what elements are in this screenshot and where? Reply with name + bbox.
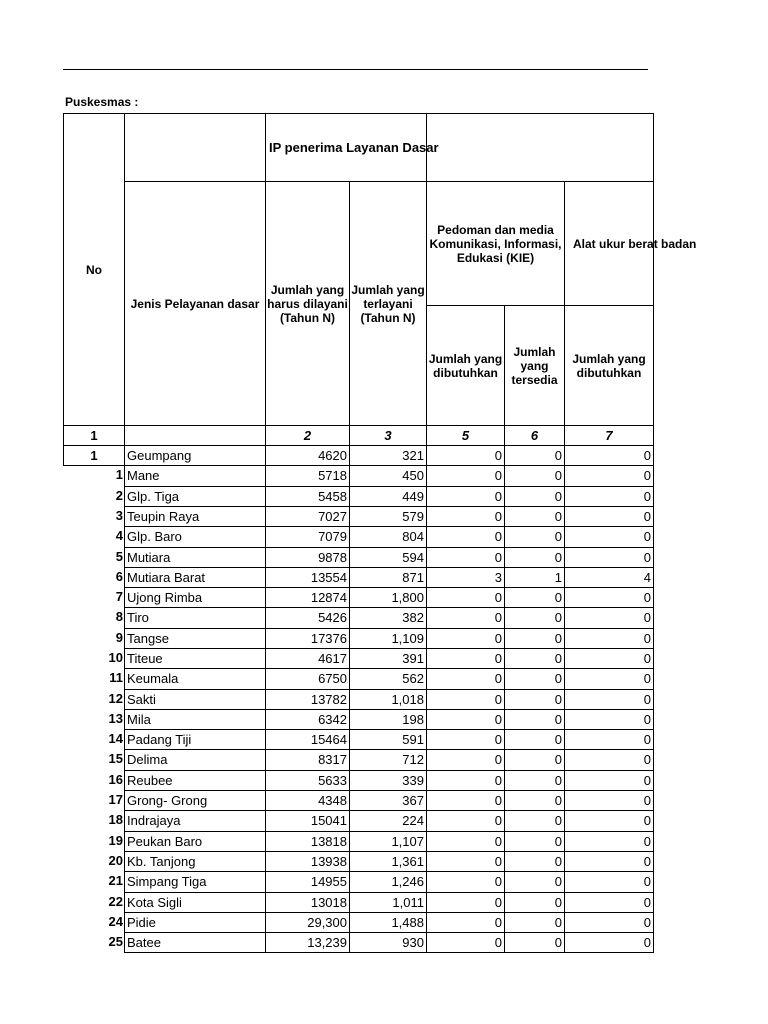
row-terlayani: 712 bbox=[349, 749, 427, 771]
row-no: 6 bbox=[115, 569, 123, 584]
row-harus-dilayani: 7027 bbox=[265, 506, 350, 527]
row-name: Tiro bbox=[124, 607, 266, 629]
row-terlayani: 591 bbox=[349, 729, 427, 750]
row-kie-dibutuhkan: 3 bbox=[426, 567, 505, 588]
row-no: 10 bbox=[108, 650, 123, 665]
row-kie-dibutuhkan: 0 bbox=[426, 689, 505, 710]
header-no: No bbox=[63, 113, 125, 426]
row-name: Indrajaya bbox=[124, 810, 266, 832]
row-alat-dibutuhkan: 0 bbox=[564, 831, 654, 852]
row-name: Kb. Tanjong bbox=[124, 851, 266, 872]
row-kie-dibutuhkan: 0 bbox=[426, 648, 505, 669]
row-kie-dibutuhkan: 0 bbox=[426, 749, 505, 771]
row-kie-tersedia: 0 bbox=[504, 912, 565, 933]
colnum-6: 6 bbox=[504, 425, 565, 446]
header-kie-group: Pedoman dan media Komunikasi, Informasi, Edukasi (KIE) bbox=[426, 181, 565, 306]
colnum-no: 1 bbox=[63, 425, 125, 446]
row-kie-dibutuhkan: 0 bbox=[426, 628, 505, 649]
row-name: Titeue bbox=[124, 648, 266, 669]
row-alat-dibutuhkan: 0 bbox=[564, 851, 654, 872]
row-kie-tersedia: 0 bbox=[504, 790, 565, 811]
row-harus-dilayani: 13554 bbox=[265, 567, 350, 588]
row-alat-dibutuhkan: 0 bbox=[564, 648, 654, 669]
row-kie-dibutuhkan: 0 bbox=[426, 810, 505, 832]
row-no: 20 bbox=[108, 853, 123, 868]
row-no: 1 bbox=[115, 467, 123, 482]
row-kie-dibutuhkan: 0 bbox=[426, 790, 505, 811]
row-kie-dibutuhkan: 0 bbox=[426, 871, 505, 893]
row-name: Keumala bbox=[124, 668, 266, 690]
row-alat-dibutuhkan: 0 bbox=[564, 729, 654, 750]
row-kie-tersedia: 0 bbox=[504, 648, 565, 669]
row-kie-dibutuhkan: 0 bbox=[426, 770, 505, 791]
row-no: 22 bbox=[108, 894, 123, 909]
row-no: 16 bbox=[108, 772, 123, 787]
row-alat-dibutuhkan: 0 bbox=[564, 587, 654, 608]
row-no: 5 bbox=[115, 549, 123, 564]
row-alat-dibutuhkan: 0 bbox=[564, 547, 654, 568]
colnum-2: 2 bbox=[265, 425, 350, 446]
row-kie-dibutuhkan: 0 bbox=[426, 486, 505, 507]
row-harus-dilayani: 9878 bbox=[265, 547, 350, 568]
row-harus-dilayani: 13818 bbox=[265, 831, 350, 852]
row-kie-tersedia: 0 bbox=[504, 709, 565, 730]
row-kie-dibutuhkan: 0 bbox=[426, 506, 505, 527]
row-name: Glp. Tiga bbox=[124, 486, 266, 507]
row-kie-dibutuhkan: 0 bbox=[426, 607, 505, 629]
colnum-3: 3 bbox=[349, 425, 427, 446]
row-terlayani: 198 bbox=[349, 709, 427, 730]
row-alat-dibutuhkan: 0 bbox=[564, 790, 654, 811]
header-jenis-pelayanan: Jenis Pelayanan dasar bbox=[124, 181, 266, 426]
row-kie-dibutuhkan: 0 bbox=[426, 547, 505, 568]
row-kie-dibutuhkan: 0 bbox=[426, 912, 505, 933]
row-kie-dibutuhkan: 0 bbox=[426, 729, 505, 750]
row-kie-tersedia: 0 bbox=[504, 770, 565, 791]
row-harus-dilayani: 13938 bbox=[265, 851, 350, 872]
row-harus-dilayani: 4617 bbox=[265, 648, 350, 669]
row-name: Pidie bbox=[124, 912, 266, 933]
row-kie-tersedia: 0 bbox=[504, 851, 565, 872]
row-harus-dilayani: 15041 bbox=[265, 810, 350, 832]
row-kie-dibutuhkan: 0 bbox=[426, 709, 505, 730]
row-kie-dibutuhkan: 0 bbox=[426, 831, 505, 852]
row-name: Teupin Raya bbox=[124, 506, 266, 527]
row-name: Mutiara Barat bbox=[124, 567, 266, 588]
row-alat-dibutuhkan: 0 bbox=[564, 668, 654, 690]
row-kie-tersedia: 0 bbox=[504, 526, 565, 548]
row-name: Grong- Grong bbox=[124, 790, 266, 811]
row-alat-dibutuhkan: 0 bbox=[564, 628, 654, 649]
puskesmas-label: Puskesmas : bbox=[65, 95, 139, 109]
row-name: Peukan Baro bbox=[124, 831, 266, 852]
row-name: Mane bbox=[124, 465, 266, 487]
top-rule bbox=[63, 69, 648, 70]
row-harus-dilayani: 6750 bbox=[265, 668, 350, 690]
row-no: 3 bbox=[115, 508, 123, 523]
row-harus-dilayani: 4348 bbox=[265, 790, 350, 811]
row-kie-tersedia: 0 bbox=[504, 831, 565, 852]
row-name: Ujong Rimba bbox=[124, 587, 266, 608]
row-no: 1 bbox=[63, 445, 125, 466]
row-kie-tersedia: 0 bbox=[504, 547, 565, 568]
row-kie-tersedia: 0 bbox=[504, 749, 565, 771]
row-harus-dilayani: 8317 bbox=[265, 749, 350, 771]
row-kie-tersedia: 0 bbox=[504, 445, 565, 466]
row-terlayani: 1,800 bbox=[349, 587, 427, 608]
row-terlayani: 224 bbox=[349, 810, 427, 832]
row-kie-tersedia: 0 bbox=[504, 486, 565, 507]
row-kie-tersedia: 0 bbox=[504, 587, 565, 608]
row-harus-dilayani: 6342 bbox=[265, 709, 350, 730]
row-alat-dibutuhkan: 0 bbox=[564, 689, 654, 710]
row-terlayani: 930 bbox=[349, 932, 427, 953]
row-kie-dibutuhkan: 0 bbox=[426, 892, 505, 913]
row-harus-dilayani: 13782 bbox=[265, 689, 350, 710]
row-terlayani: 871 bbox=[349, 567, 427, 588]
row-harus-dilayani: 5458 bbox=[265, 486, 350, 507]
header-terlayani: Jumlah yang terlayani (Tahun N) bbox=[349, 181, 427, 426]
row-no: 15 bbox=[108, 751, 123, 766]
row-terlayani: 594 bbox=[349, 547, 427, 568]
row-alat-dibutuhkan: 0 bbox=[564, 709, 654, 730]
row-alat-dibutuhkan: 0 bbox=[564, 465, 654, 487]
row-alat-dibutuhkan: 0 bbox=[564, 749, 654, 771]
row-name: Simpang Tiga bbox=[124, 871, 266, 893]
row-no: 17 bbox=[108, 792, 123, 807]
row-terlayani: 1,018 bbox=[349, 689, 427, 710]
row-terlayani: 367 bbox=[349, 790, 427, 811]
row-alat-dibutuhkan: 0 bbox=[564, 932, 654, 953]
row-alat-dibutuhkan: 0 bbox=[564, 526, 654, 548]
row-terlayani: 321 bbox=[349, 445, 427, 466]
colnum-blank bbox=[124, 425, 266, 446]
row-alat-dibutuhkan: 0 bbox=[564, 445, 654, 466]
header-blank-top bbox=[124, 113, 266, 182]
row-kie-tersedia: 0 bbox=[504, 506, 565, 527]
colnum-7: 7 bbox=[564, 425, 654, 446]
row-no: 7 bbox=[115, 589, 123, 604]
header-alat-ukur: Alat ukur berat badan bbox=[564, 181, 654, 306]
row-no: 4 bbox=[115, 528, 123, 543]
row-harus-dilayani: 5426 bbox=[265, 607, 350, 629]
row-alat-dibutuhkan: 0 bbox=[564, 506, 654, 527]
row-no: 9 bbox=[115, 630, 123, 645]
row-terlayani: 1,361 bbox=[349, 851, 427, 872]
header-alat-dibutuhkan: Jumlah yang dibutuhkan bbox=[564, 305, 654, 426]
row-kie-dibutuhkan: 0 bbox=[426, 587, 505, 608]
row-kie-tersedia: 0 bbox=[504, 689, 565, 710]
row-kie-tersedia: 0 bbox=[504, 892, 565, 913]
row-terlayani: 1,246 bbox=[349, 871, 427, 893]
row-name: Batee bbox=[124, 932, 266, 953]
header-blank-right-top bbox=[426, 113, 654, 182]
colnum-5: 5 bbox=[426, 425, 505, 446]
row-terlayani: 339 bbox=[349, 770, 427, 791]
row-harus-dilayani: 12874 bbox=[265, 587, 350, 608]
row-terlayani: 562 bbox=[349, 668, 427, 690]
row-terlayani: 1,107 bbox=[349, 831, 427, 852]
row-alat-dibutuhkan: 0 bbox=[564, 892, 654, 913]
row-terlayani: 391 bbox=[349, 648, 427, 669]
row-no: 8 bbox=[115, 609, 123, 624]
row-kie-dibutuhkan: 0 bbox=[426, 668, 505, 690]
row-no: 2 bbox=[115, 488, 123, 503]
header-ip-penerima: IP penerima Layanan Dasar bbox=[265, 113, 427, 182]
row-no: 25 bbox=[108, 934, 123, 949]
row-kie-tersedia: 0 bbox=[504, 810, 565, 832]
row-no: 24 bbox=[108, 914, 123, 929]
row-alat-dibutuhkan: 0 bbox=[564, 770, 654, 791]
row-alat-dibutuhkan: 0 bbox=[564, 810, 654, 832]
row-terlayani: 1,011 bbox=[349, 892, 427, 913]
row-harus-dilayani: 7079 bbox=[265, 526, 350, 548]
row-harus-dilayani: 5633 bbox=[265, 770, 350, 791]
row-kie-tersedia: 0 bbox=[504, 729, 565, 750]
row-no: 12 bbox=[108, 691, 123, 706]
row-kie-tersedia: 0 bbox=[504, 628, 565, 649]
row-kie-tersedia: 0 bbox=[504, 465, 565, 487]
row-alat-dibutuhkan: 0 bbox=[564, 912, 654, 933]
row-name: Mila bbox=[124, 709, 266, 730]
row-harus-dilayani: 5718 bbox=[265, 465, 350, 487]
spreadsheet-table bbox=[63, 113, 697, 956]
row-kie-tersedia: 0 bbox=[504, 668, 565, 690]
row-name: Delima bbox=[124, 749, 266, 771]
row-name: Glp. Baro bbox=[124, 526, 266, 548]
row-name: Reubee bbox=[124, 770, 266, 791]
header-kie-tersedia: Jumlah yang tersedia bbox=[504, 305, 565, 426]
row-no: 13 bbox=[108, 711, 123, 726]
row-harus-dilayani: 4620 bbox=[265, 445, 350, 466]
row-kie-dibutuhkan: 0 bbox=[426, 445, 505, 466]
row-harus-dilayani: 13018 bbox=[265, 892, 350, 913]
row-kie-tersedia: 0 bbox=[504, 932, 565, 953]
row-harus-dilayani: 13,239 bbox=[265, 932, 350, 953]
row-no: 19 bbox=[108, 833, 123, 848]
row-harus-dilayani: 14955 bbox=[265, 871, 350, 893]
row-terlayani: 450 bbox=[349, 465, 427, 487]
row-no: 18 bbox=[108, 812, 123, 827]
row-terlayani: 804 bbox=[349, 526, 427, 548]
header-harus-dilayani: Jumlah yang harus dilayani (Tahun N) bbox=[265, 181, 350, 426]
row-kie-dibutuhkan: 0 bbox=[426, 526, 505, 548]
row-kie-tersedia: 1 bbox=[504, 567, 565, 588]
row-kie-dibutuhkan: 0 bbox=[426, 851, 505, 872]
row-alat-dibutuhkan: 0 bbox=[564, 607, 654, 629]
row-kie-tersedia: 0 bbox=[504, 607, 565, 629]
row-harus-dilayani: 17376 bbox=[265, 628, 350, 649]
row-name: Mutiara bbox=[124, 547, 266, 568]
row-terlayani: 449 bbox=[349, 486, 427, 507]
row-name: Geumpang bbox=[124, 445, 266, 466]
row-alat-dibutuhkan: 0 bbox=[564, 486, 654, 507]
row-alat-dibutuhkan: 0 bbox=[564, 871, 654, 893]
row-kie-tersedia: 0 bbox=[504, 871, 565, 893]
row-terlayani: 1,109 bbox=[349, 628, 427, 649]
row-no: 21 bbox=[108, 873, 123, 888]
header-kie-dibutuhkan: Jumlah yang dibutuhkan bbox=[426, 305, 505, 426]
row-name: Kota Sigli bbox=[124, 892, 266, 913]
row-terlayani: 382 bbox=[349, 607, 427, 629]
row-no: 11 bbox=[109, 670, 123, 685]
row-no: 14 bbox=[108, 731, 123, 746]
row-kie-dibutuhkan: 0 bbox=[426, 465, 505, 487]
row-terlayani: 1,488 bbox=[349, 912, 427, 933]
row-name: Tangse bbox=[124, 628, 266, 649]
row-alat-dibutuhkan: 4 bbox=[564, 567, 654, 588]
row-name: Padang Tiji bbox=[124, 729, 266, 750]
row-name: Sakti bbox=[124, 689, 266, 710]
row-harus-dilayani: 29,300 bbox=[265, 912, 350, 933]
row-terlayani: 579 bbox=[349, 506, 427, 527]
row-harus-dilayani: 15464 bbox=[265, 729, 350, 750]
row-kie-dibutuhkan: 0 bbox=[426, 932, 505, 953]
